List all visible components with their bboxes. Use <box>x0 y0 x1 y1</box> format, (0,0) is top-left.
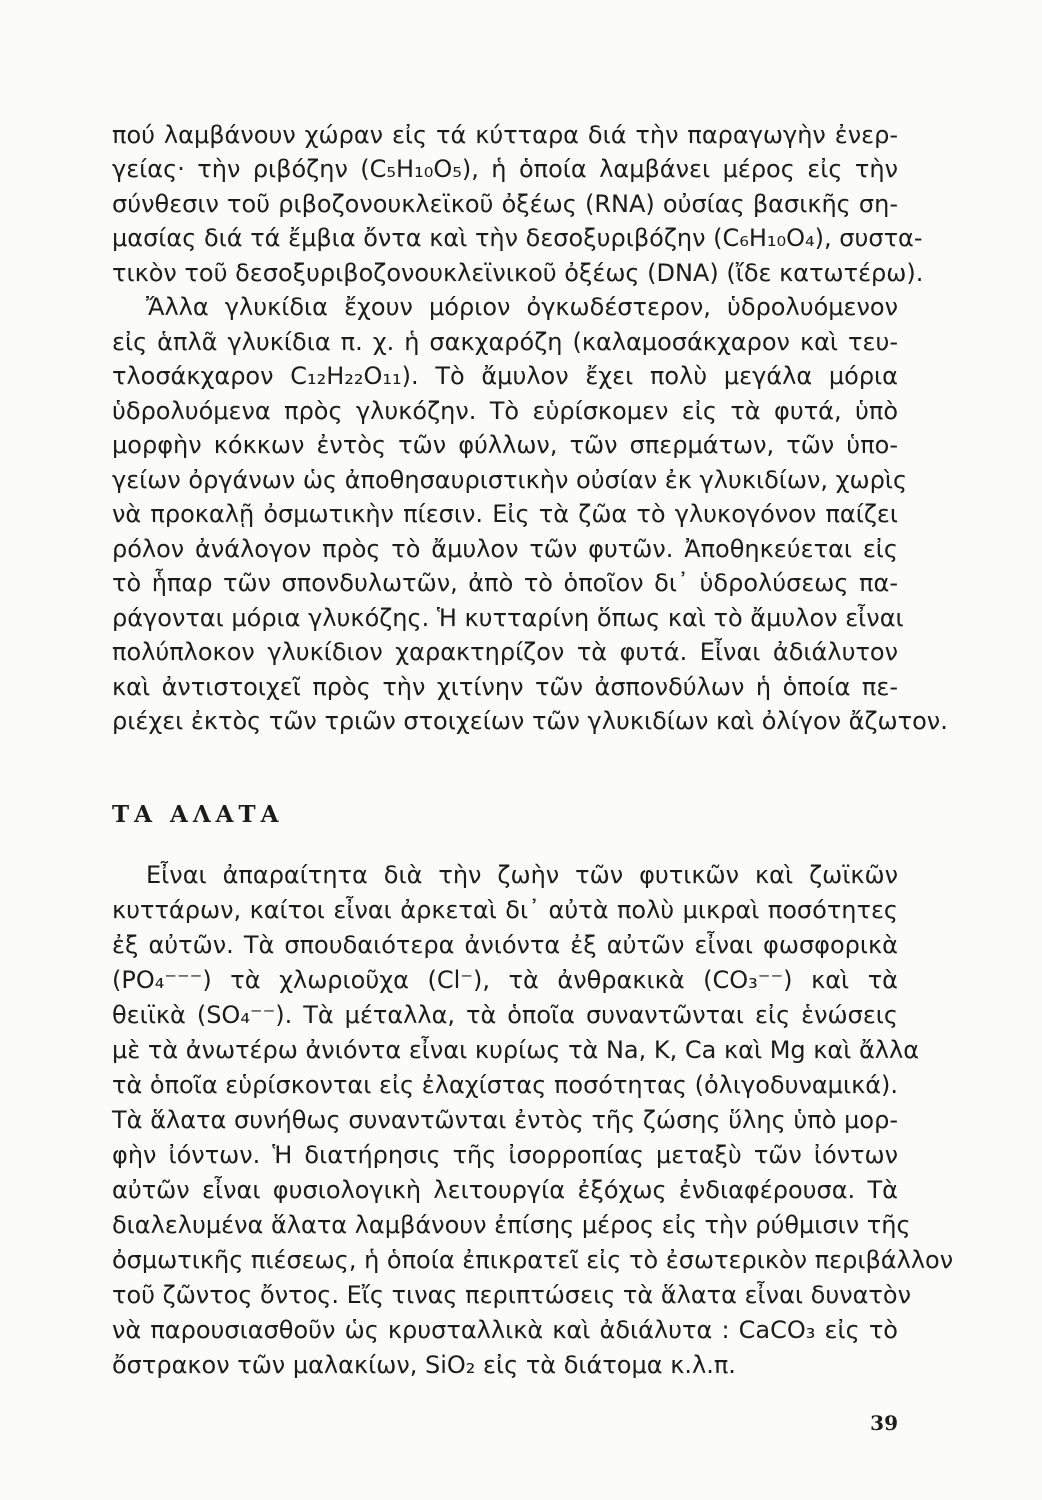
text-line: γείας· τὴν ριβόζην (C₅H₁₀O₅), ἡ ὁποία λαμβάνει μέρος εἰς τὴν <box>112 155 898 183</box>
text-line: ὀσμωτικῆς πιέσεως, ἡ ὁποία ἐπικρατεῖ εἰς τὸ ἐσωτερικὸν περιβάλλον <box>112 1246 954 1274</box>
text-line: νὰ παρουσιασθοῦν ὡς κρυσταλλικὰ καὶ ἀδιάλυτα : CaCO₃ εἰς τὸ <box>112 1316 898 1344</box>
text-line: εἰς ἁπλᾶ γλυκίδια π. χ. ἡ σακχαρόζη (καλαμοσάκχαρον καὶ τευ- <box>112 328 898 356</box>
text-line: ἐξ αὐτῶν. Τὰ σπουδαιότερα ἀνιόντα ἐξ αὐτῶν εἶναι φωσφορικὰ <box>112 931 898 959</box>
text-line: Ἄλλα γλυκίδια ἔχουν μόριον ὀγκωδέστερον, ὑδρολυόμενον <box>146 293 898 321</box>
text-line: τοῦ ζῶντος ὄντος. Εἴς τινας περιπτώσεις τὰ ἅλατα εἶναι δυνατὸν <box>112 1281 911 1309</box>
text-line: θειϊκὰ (SO₄⁻⁻). Τὰ μέταλλα, τὰ ὁποῖα συναντῶνται εἰς ἑνώσεις <box>112 1001 898 1029</box>
text-line: ριέχει ἐκτὸς τῶν τριῶν στοιχείων τῶν γλυκιδίων καὶ ὀλίγον ἄζωτον. <box>112 707 948 735</box>
text-line: φὴν ἰόντων. Ἡ διατήρησις τῆς ἰσορροπίας μεταξὺ τῶν ἰόντων <box>112 1141 898 1169</box>
section-heading: ΤΑ ΑΛΑΤΑ <box>112 801 284 828</box>
text-line: μὲ τὰ ἀνωτέρω ἀνιόντα εἶναι κυρίως τὰ Na, K, Ca καὶ Mg καὶ ἄλλα <box>112 1036 920 1064</box>
text-line: κυττάρων, καίτοι εἶναι ἀρκεταὶ δι᾽ αὐτὰ πολὺ μικραὶ ποσότητες <box>112 896 898 924</box>
text-line: ράγονται μόρια γλυκόζης. Ἡ κυτταρίνη ὅπως καὶ τὸ ἄμυλον εἶναι <box>112 604 904 632</box>
text-line: τὸ ἧπαρ τῶν σπονδυλωτῶν, ἀπὸ τὸ ὁποῖον δι᾽ ὑδρολύσεως πα- <box>112 569 898 597</box>
text-line: πολύπλοκον γλυκίδιον χαρακτηρίζον τὰ φυτά. Εἶναι ἀδιάλυτον <box>112 638 898 666</box>
text-line: (PO₄⁻⁻⁻) τὰ χλωριοῦχα (Cl⁻), τὰ ἀνθρακικὰ (CO₃⁻⁻) καὶ τὰ <box>112 966 898 994</box>
text-line: ὄστρακον τῶν μαλακίων, SiO₂ εἰς τὰ διάτομα κ.λ.π. <box>112 1351 736 1379</box>
text-line: τὰ ὁποῖα εὑρίσκονται εἰς ἐλαχίστας ποσότητας (ὀλιγοδυναμικά). <box>112 1071 899 1099</box>
text-line: σύνθεσιν τοῦ ριβοζονουκλεϊκοῦ ὀξέως (RNA) οὐσίας βασικῆς ση- <box>112 190 898 218</box>
text-line: μορφὴν κόκκων ἐντὸς τῶν φύλλων, τῶν σπερμάτων, τῶν ὑπο- <box>112 431 898 459</box>
text-line: Τὰ ἅλατα συνήθως συναντῶνται ἐντὸς τῆς ζώσης ὕλης ὑπὸ μορ- <box>112 1106 898 1134</box>
page-number: 39 <box>870 1411 898 1435</box>
text-line: ρόλον ἀνάλογον πρὸς τὸ ἄμυλον τῶν φυτῶν. Ἀποθηκεύεται εἰς <box>112 535 898 563</box>
text-line: ὑδρολυόμενα πρὸς γλυκόζην. Τὸ εὑρίσκομεν εἰς τὰ φυτά, ὑπὸ <box>112 397 898 425</box>
text-line: μασίας διά τά ἔμβια ὄντα καὶ τὴν δεσοξυριβόζην (C₆H₁₀O₄), συστα- <box>112 224 923 252</box>
text-line: Εἶναι ἀπαραίτητα διὰ τὴν ζωὴν τῶν φυτικῶν καὶ ζωϊκῶν <box>146 861 898 889</box>
text-line: καὶ ἀντιστοιχεῖ πρὸς τὴν χιτίνην τῶν ἀσπονδύλων ἡ ὁποία πε- <box>112 673 898 701</box>
text-line: πού λαμβάνουν χώραν εἰς τά κύτταρα διά τὴν παραγωγὴν ἐνερ- <box>112 121 898 149</box>
text-line: αὐτῶν εἶναι φυσιολογικὴ λειτουργία ἐξόχως ἐνδιαφέρουσα. Τὰ <box>112 1176 898 1204</box>
text-line: γείων ὀργάνων ὡς ἀποθησαυριστικὴν οὐσίαν ἐκ γλυκιδίων, χωρὶς <box>112 466 908 494</box>
text-line: τικὸν τοῦ δεσοξυριβοζονουκλεϊνικοῦ ὀξέως (DNA) (ἴδε κατωτέρω). <box>112 259 924 287</box>
text-line: τλοσάκχαρον C₁₂H₂₂O₁₁). Τὸ ἄμυλον ἔχει πολὺ μεγάλα μόρια <box>112 362 898 390</box>
text-line: διαλελυμένα ἅλατα λαμβάνουν ἐπίσης μέρος εἰς τὴν ρύθμισιν τῆς <box>112 1211 911 1239</box>
text-line: νὰ προκαλῇ ὀσμωτικὴν πίεσιν. Εἰς τὰ ζῶα τὸ γλυκογόνον παίζει <box>112 500 898 528</box>
